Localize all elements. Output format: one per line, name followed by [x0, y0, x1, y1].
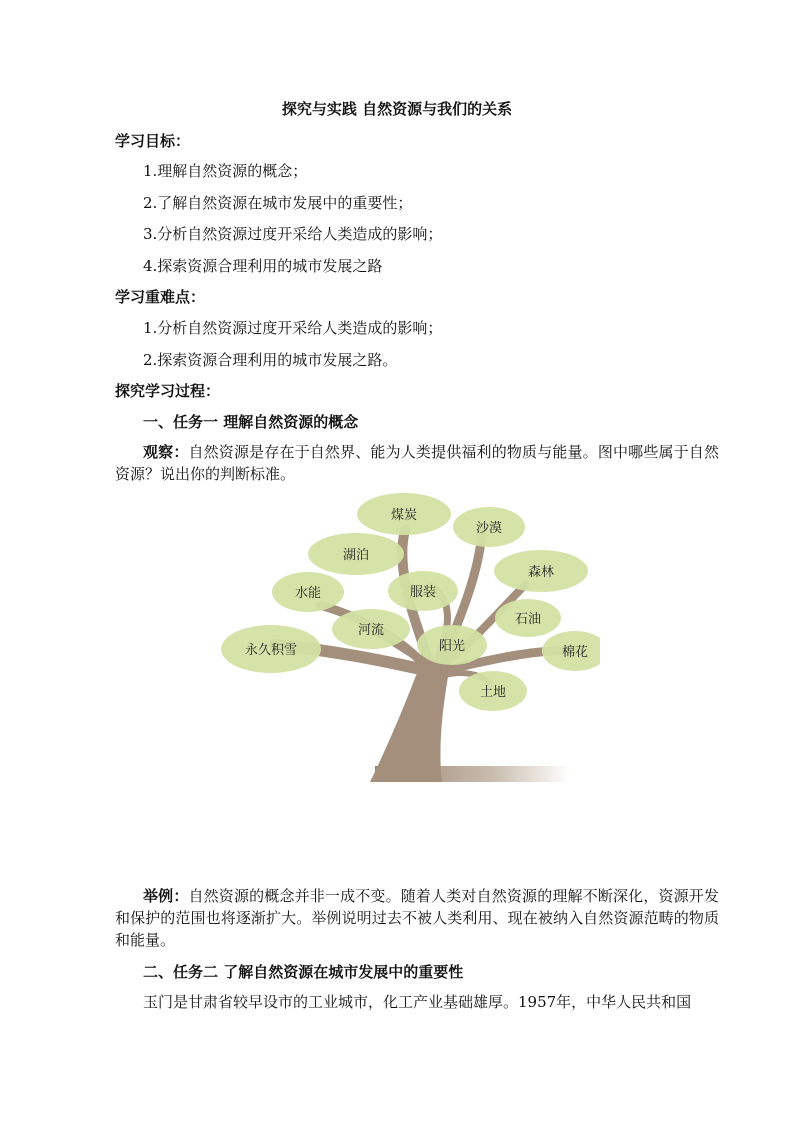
task1-heading: 一、任务一 理解自然资源的概念	[143, 413, 359, 431]
leaf-coal	[357, 493, 451, 535]
observe-text: 自然资源是存在于自然界、能为人类提供福利的物质与能量。图中哪些属于自然资源？说出你的判断标准。	[115, 443, 719, 483]
svg-text:石油: 石油	[514, 612, 542, 627]
leaf-forest	[494, 550, 588, 592]
leaf-river	[332, 609, 410, 649]
svg-text:煤炭: 煤炭	[390, 508, 418, 523]
leaf-cotton	[542, 631, 600, 671]
svg-text:森林: 森林	[527, 565, 555, 580]
svg-text:水能: 水能	[294, 586, 322, 601]
process-heading: 探究学习过程：	[115, 382, 221, 400]
page-title: 探究与实践 自然资源与我们的关系	[281, 100, 513, 118]
task2-heading: 二、任务二 了解自然资源在城市发展中的重要性	[143, 963, 464, 981]
key-point-item: 1.分析自然资源过度开采给人类造成的影响；	[143, 319, 443, 337]
leaf-desert	[453, 507, 525, 547]
key-points-heading: 学习重难点：	[115, 288, 206, 306]
leaf-permanent-snow	[221, 625, 321, 673]
example-text: 自然资源的概念并非一成不变。随着人类对自然资源的理解不断深化，资源开发和保护的范围也将逐渐扩大。举例说明过去不被人类利用、现在被纳入自然资源范畴的物质和能量。	[115, 887, 719, 949]
objective-item: 1.理解自然资源的概念；	[143, 162, 308, 180]
objectives-heading: 学习目标：	[115, 132, 191, 150]
leaf-hydropower	[272, 572, 344, 612]
example-paragraph	[115, 885, 719, 951]
leaf-clothing	[388, 571, 458, 611]
leaf-land	[459, 671, 527, 711]
svg-text:永久积雪: 永久积雪	[244, 643, 298, 658]
observe-label: 观察：	[143, 443, 189, 461]
tree-trunk	[370, 665, 450, 782]
leaf-sunlight	[417, 625, 487, 665]
leaf-lake	[308, 533, 404, 575]
resource-tree-figure	[220, 490, 600, 790]
svg-text:服装: 服装	[409, 585, 437, 600]
tree-leaves	[221, 493, 600, 711]
objective-item: 2.了解自然资源在城市发展中的重要性；	[143, 194, 413, 212]
svg-text:土地: 土地	[479, 685, 507, 700]
svg-text:河流: 河流	[357, 623, 385, 638]
svg-text:阳光: 阳光	[438, 639, 466, 654]
example-label: 举例：	[143, 887, 189, 905]
observe-paragraph	[115, 441, 719, 485]
objective-item: 4.探索资源合理利用的城市发展之路	[143, 257, 383, 275]
svg-text:湖泊: 湖泊	[342, 548, 370, 563]
svg-text:棉花: 棉花	[561, 645, 589, 660]
task2-paragraph: 玉门是甘肃省较早设市的工业城市，化工产业基础雄厚。1957年，中华人民共和国	[143, 993, 692, 1011]
leaf-oil	[495, 599, 561, 637]
svg-text:沙漠: 沙漠	[475, 521, 503, 536]
key-point-item: 2.探索资源合理利用的城市发展之路。	[143, 351, 398, 369]
objective-item: 3.分析自然资源过度开采给人类造成的影响；	[143, 225, 443, 243]
